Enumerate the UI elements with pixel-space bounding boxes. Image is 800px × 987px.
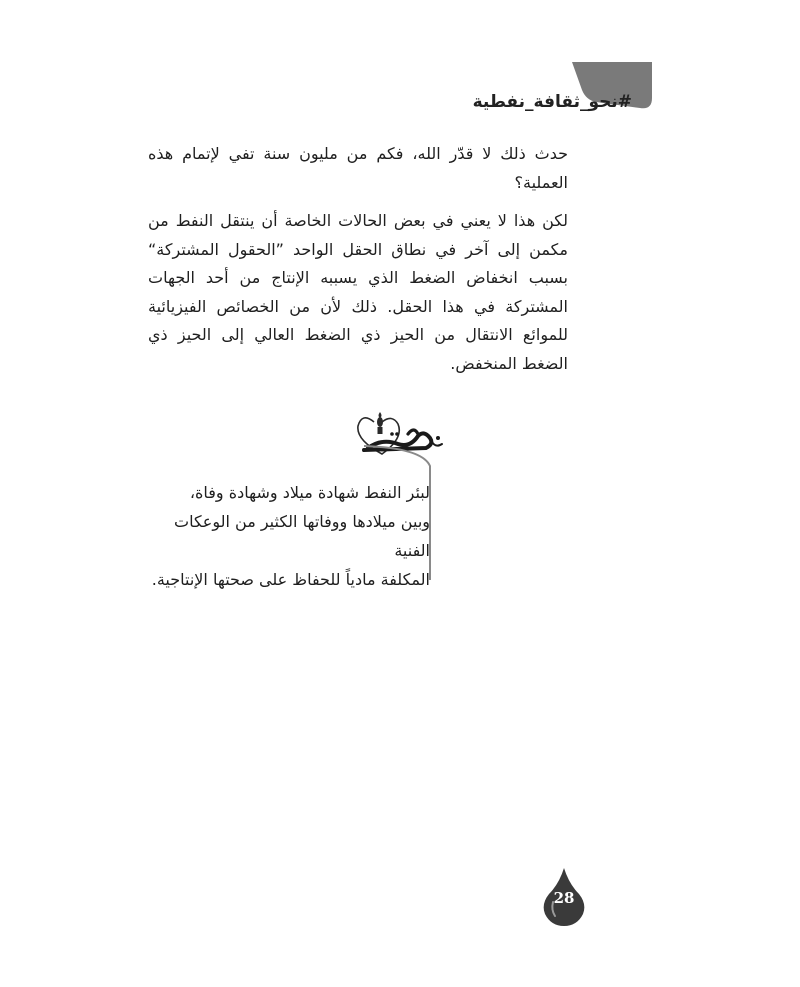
note-text	[140, 478, 430, 594]
page-number: 28	[553, 889, 575, 907]
hashtag-header: #نحو_ثقافة_نفطية	[472, 92, 632, 112]
note-line: وبين ميلادها ووفاتها الكثير من الوعكات الفنية	[174, 512, 430, 560]
body-paragraph: لكن هذا لا يعني في بعض الحالات الخاصة أن ينتقل النفط من مكمن إلى آخر في نطاق الحقل الواحد ”الحقول المشتركة“ بسبب انخفاض الضغط الذي يسببه الإنتاج من أحد الجهات المشتركة في هذا الحقل. ذلك لأن من الخصائص الفيزيائية للموائع الانتقال من الحيز ذي الضغط العالي إلى الحيز ذي الضغط المنخفض.	[148, 211, 568, 373]
note-line: المكلفة مادياً للحفاظ على صحتها الإنتاجية.	[151, 570, 430, 589]
svg-text:ومضة: ومضة	[387, 455, 409, 464]
lamp-icon	[377, 412, 383, 434]
body-paragraph: حدث ذلك لا قدّر الله، فكم من مليون سنة تفي لإتمام هذه العملية؟	[148, 144, 568, 192]
note-line: لبئر النفط شهادة ميلاد وشهادة وفاة،	[189, 483, 430, 502]
main-text	[148, 140, 568, 378]
